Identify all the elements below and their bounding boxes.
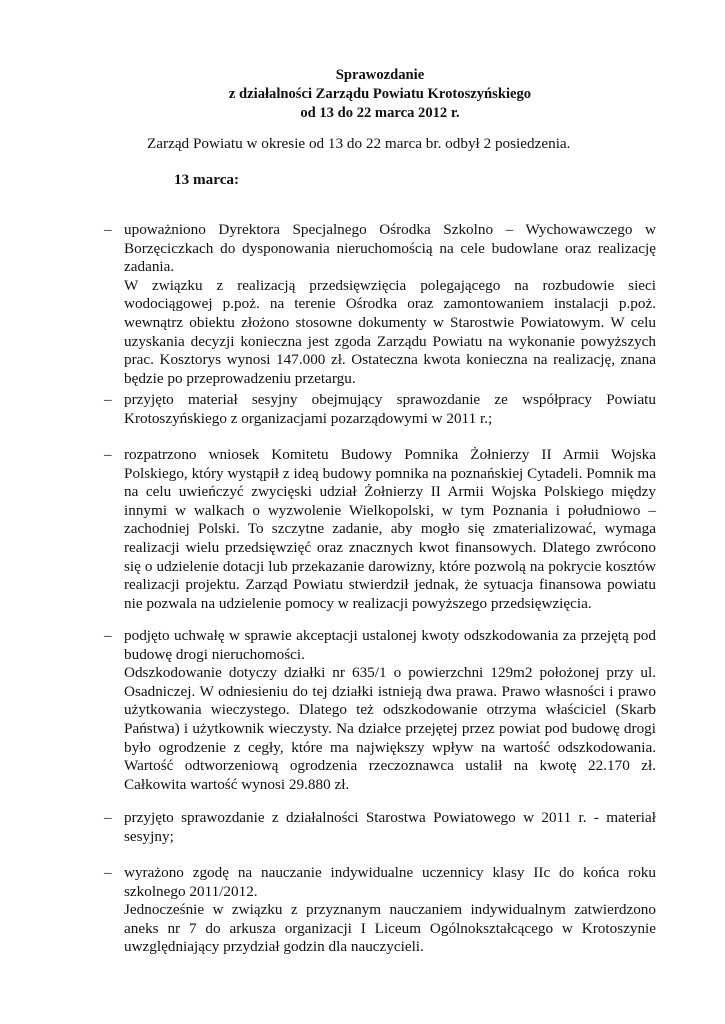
bullet-dash: – <box>104 446 112 463</box>
paragraph: wyrażono zgodę na nauczanie indywidualne uczennicy klasy IIc do końca roku szkolnego 2011/2012. <box>124 864 656 900</box>
bullet-dash: – <box>104 809 112 826</box>
list-item-text <box>124 221 656 388</box>
document-subtitle: z działalności Zarządu Powiatu Krotoszyńskiego <box>228 86 532 102</box>
paragraph: upoważniono Dyrektora Specjalnego Ośrodka Szkolno – Wychowawczego w Borzęciczkach do dysponowania nieruchomością na cele budowlane oraz realizację zadania. <box>124 221 656 276</box>
paragraph: podjęto uchwałę w sprawie akceptacji ustalonej kwoty odszkodowania za przejętą pod budowę drogi nieruchomości. <box>124 627 656 663</box>
bullet-dash: – <box>104 864 112 881</box>
session-date: 13 marca: <box>174 171 240 188</box>
list-item-text <box>124 864 656 957</box>
list-item-text <box>124 391 656 428</box>
paragraph: Odszkodowanie dotyczy działki nr 635/1 o powierzchni 129m2 położonej przy ul. Osadniczej. W odniesieniu do tej działki istnieją dwa prawa. Prawo własności i prawo użytkowania wieczystego. Dlatego też odszkodowanie otrzyma właściciel (Skarb Państwa) i użytkownik wieczysty. Na działce przejętej przez powiat pod budowę drogi było ogrodzenie z cegły, które ma największy wpływ na wartość odszkodowania. Wartość odtworzeniową ogrodzenia rzeczoznawca ustalił na kwotę 22.170 zł. Całkowita wartość wynosi 29.880 zł. <box>124 664 656 793</box>
paragraph: Jednocześnie w związku z przyznanym nauczaniem indywidualnym zatwierdzono aneks nr 7 do arkusza organizacji I Liceum Ogólnokształcącego w Krotoszynie uwzględniający przydział godzin dla nauczycieli. <box>124 901 656 956</box>
paragraph: przyjęto sprawozdanie z działalności Starostwa Powiatowego w 2011 r. - materiał sesyjny; <box>124 809 656 845</box>
list-item-text <box>124 446 656 613</box>
bullet-dash: – <box>104 221 112 238</box>
list-item-text <box>124 809 656 846</box>
intro-text: Zarząd Powiatu w okresie od 13 do 22 marca br. odbył 2 posiedzenia. <box>147 135 571 152</box>
bullet-dash: – <box>104 627 112 644</box>
paragraph: przyjęto materiał sesyjny obejmujący sprawozdanie ze współpracy Powiatu Krotoszyńskiego z organizacjami pozarządowymi w 2011 r.; <box>124 391 656 427</box>
paragraph: rozpatrzono wniosek Komitetu Budowy Pomnika Żołnierzy II Armii Wojska Polskiego, który wystąpił z ideą budowy pomnika na poznańskiej Cytadeli. Pomnik ma na celu uwieńczyć zwycięski udział Żołnierzy II Armii Wojska Polskiego między innymi w walkach o wyzwolenie Wielkopolski, w tym Poznania i południowo – zachodniej Polski. To szczytne zadanie, aby mogło się zmaterializować, wymaga realizacji wielu przedsięwzięć oraz znacznych kwot finansowych. Dlatego zwrócono się o udzielenie dotacji lub przekazanie darowizny, które pozwolą na pokrycie kosztów realizacji projektu. Zarząd Powiatu stwierdził jednak, że sytuacja finansowa powiatu nie pozwala na udzielenie pomocy w realizacji powyższego przedsięwzięcia. <box>124 446 656 612</box>
list-item-text <box>124 627 656 794</box>
document-title: Sprawozdanie <box>335 67 425 83</box>
paragraph: W związku z realizacją przedsięwzięcia polegającego na rozbudowie sieci wodociągowej p.poż. na terenie Ośrodka oraz zamontowaniem instalacji p.poż. wewnątrz obiektu złożono stosowne dokumenty w Starostwie Powiatowym. W celu uzyskania decyzji konieczna jest zgoda Zarządu Powiatu na wykonanie powyższych prac. Kosztorys wynosi 147.000 zł. Ostateczna kwota konieczna na realizację, znana będzie po przeprowadzeniu przetargu. <box>124 276 656 387</box>
bullet-dash: – <box>104 391 112 408</box>
document-header <box>0 66 725 123</box>
document-period: od 13 do 22 marca 2012 r. <box>300 105 460 121</box>
